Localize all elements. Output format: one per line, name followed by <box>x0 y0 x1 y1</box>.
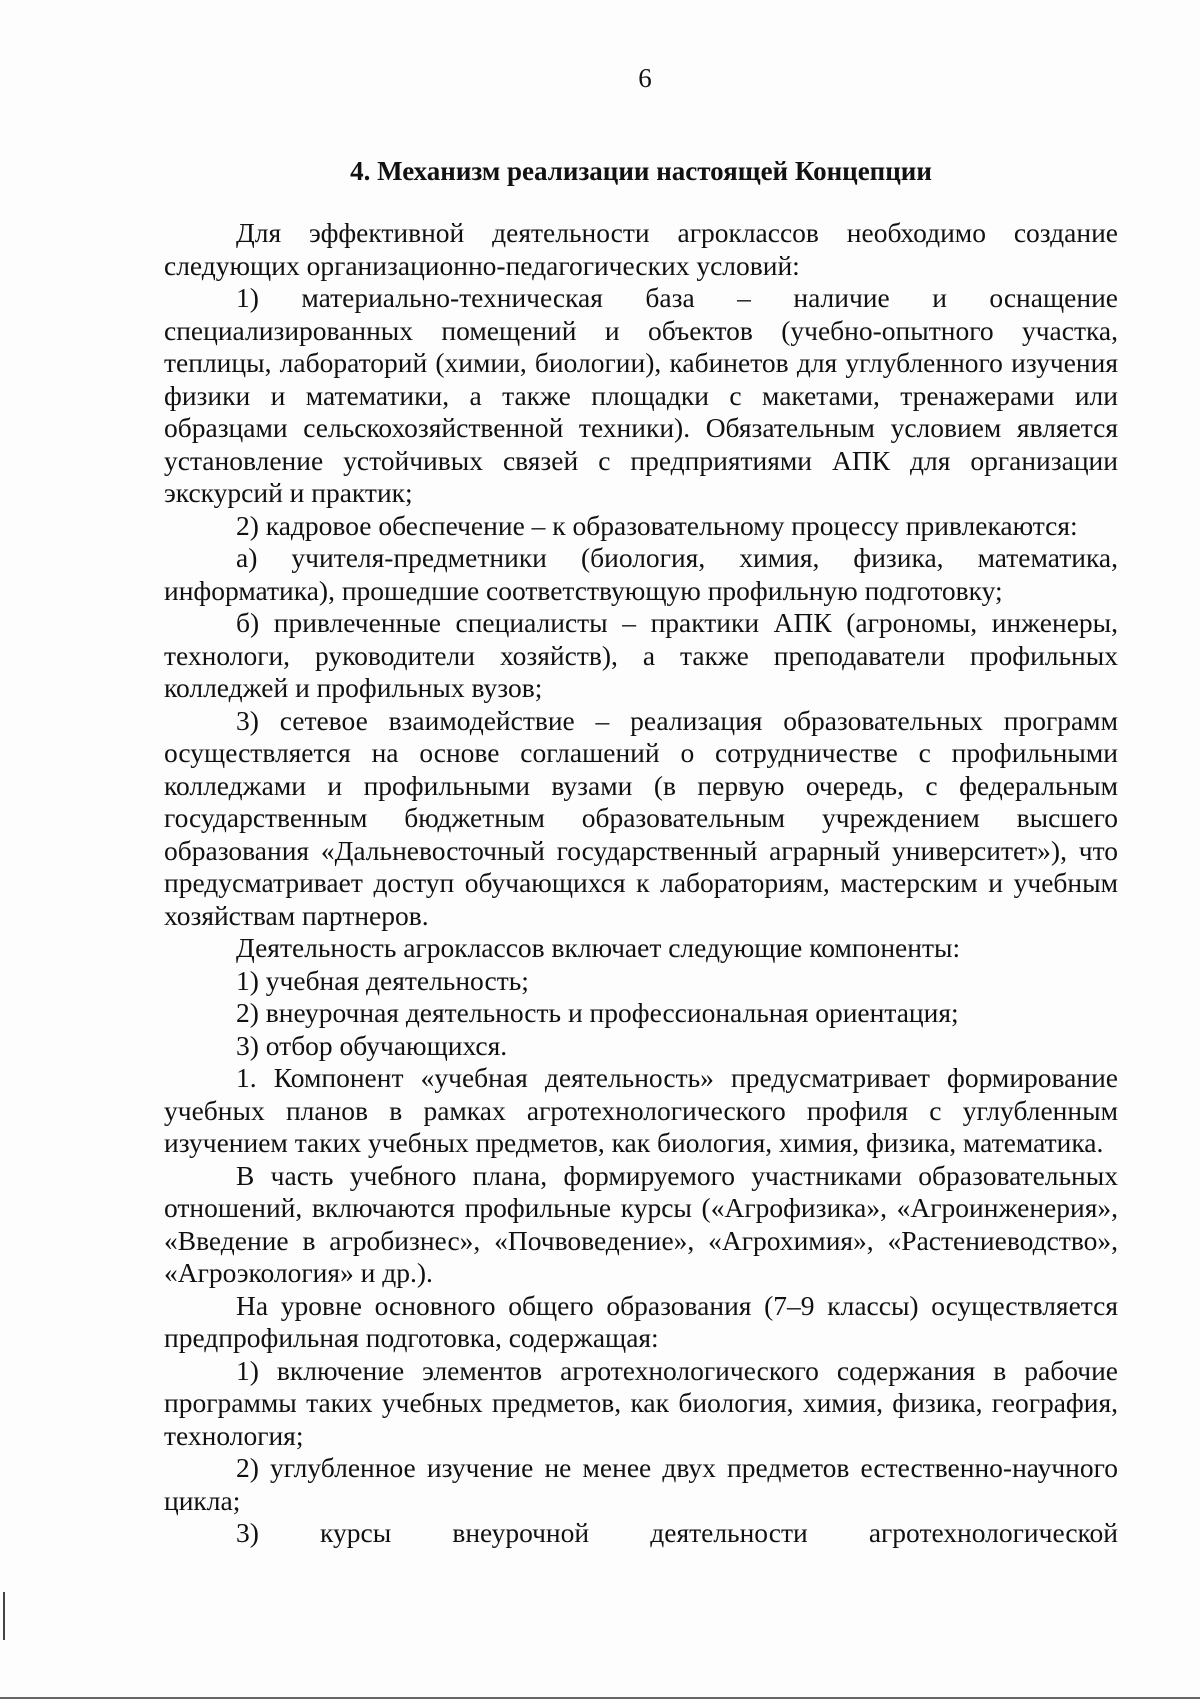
paragraph: 1. Компонент «учебная деятельность» предусматривает формирование учебных планов в рамках агротехнологического профиля с углубленным изучением таких учебных предметов, как биология, химия, физика, математика. <box>164 1062 1118 1158</box>
list-item: 2) углубленное изучение не менее двух предметов естественно-научного цикла; <box>164 1452 1118 1516</box>
list-item: 3) курсы внеурочной деятельности агротехнологической <box>236 1517 1118 1548</box>
list-item: 1) включение элементов агротехнологического содержания в рабочие программы таких учебных предметов, как биология, химия, физика, география, технология; <box>164 1354 1118 1451</box>
paragraph: 3) сетевое взаимодействие – реализация образовательных программ осуществляется на основе соглашений о сотрудничестве с профильными колледжами и профильными вузами (в первую очередь, с федеральным государственным бюджетным образовательным учреждением высшего образования «Дальневосточный государственный аграрный университет»), что предусматривает доступ обучающихся к лабораториям, мастерским и учебным хозяйствам партнеров. <box>164 704 1118 931</box>
paragraph: б) привлеченные специалисты – практики АПК (агрономы, инженеры, технологи, руководители хозяйств), а также преподаватели профильных колледжей и профильных вузов; <box>164 607 1118 703</box>
paragraph: В часть учебного плана, формируемого участниками образовательных отношений, включаются профильные курсы («Агрофизика», «Агроинженерия», «Введение в агробизнес», «Почвоведение», «Агрохимия», «Растениеводство», «Агроэкология» и др.). <box>164 1159 1118 1288</box>
page-number: 6 <box>638 63 652 93</box>
paragraph: 2) кадровое обеспечение – к образовательному процессу привлекаются: <box>236 509 1078 541</box>
list-item: 1) учебная деятельность; <box>236 964 529 996</box>
scan-edge-mark <box>3 1592 5 1640</box>
list-item: 2) внеурочная деятельность и профессиональная ориентация; <box>236 997 959 1028</box>
paragraph: На уровне основного общего образования (7–9 классы) осуществляется предпрофильная подготовка, содержащая: <box>164 1289 1118 1353</box>
paragraph: Деятельность агроклассов включает следующие компоненты: <box>236 932 961 963</box>
paragraph: 1) материально-техническая база – наличие и оснащение специализированных помещений и объектов (учебно-опытного участка, теплицы, лабораторий (химии, биологии), кабинетов для углубленного изучения физики и математики, а также площадки с макетами, тренажерами или образцами сельскохозяйственной техники). Обязательным условием является установление устойчивых связей с предприятиями АПК для организации экскурсий и практик; <box>164 282 1118 508</box>
scan-bottom-edge <box>0 1697 1200 1699</box>
paragraph: Для эффективной деятельности агроклассов необходимо создание следующих организационно-педагогических условий: <box>164 217 1118 281</box>
paragraph: а) учителя-предметники (биология, химия, физика, математика, информатика), прошедшие соответствующую профильную подготовку; <box>164 542 1118 606</box>
section-heading: 4. Механизм реализации настоящей Концепции <box>350 156 932 186</box>
list-item: 3) отбор обучающихся. <box>236 1029 508 1061</box>
body-text <box>164 217 1118 1550</box>
